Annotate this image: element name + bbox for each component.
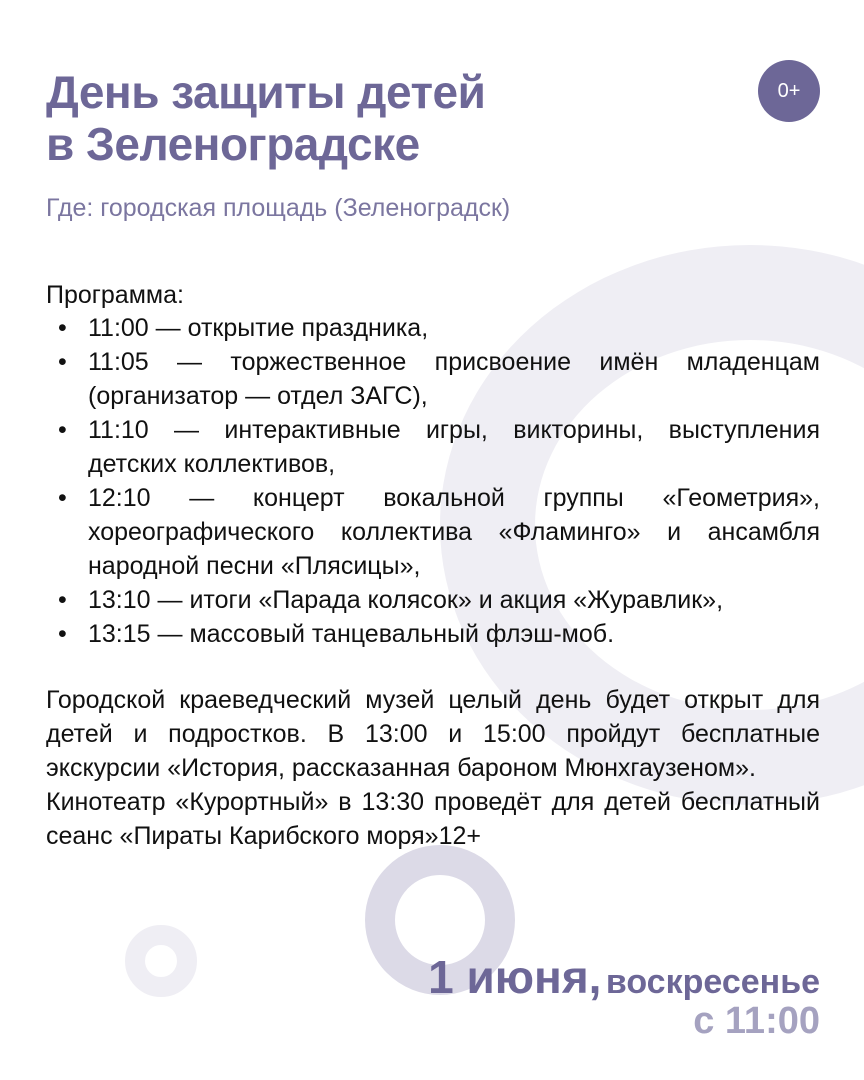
age-rating-badge: 0+ <box>758 60 820 122</box>
museum-info: Городской краеведческий музей целый день будет открыт для детей и подростков. В 13:00 и 15:00 пройдут бесплатные экскурсии «История, рассказанная бароном Мюнхгаузеном». <box>46 686 820 782</box>
event-location: Где: городская площадь (Зеленоградск) <box>46 194 511 222</box>
title-line-2: в Зеленоградске <box>46 118 420 170</box>
program-item: • 12:10 — концерт вокальной группы «Геометрия», хореографического коллектива «Фламинго» и ансамбля народной песни «Плясицы», <box>46 481 820 583</box>
date-day: 1 июня, <box>428 951 602 1003</box>
info-section <box>46 683 820 853</box>
date-weekday: воскресенье <box>605 963 820 1001</box>
program-item: • 13:15 — массовый танцевальный флэш-моб. <box>46 617 820 651</box>
page-title <box>46 66 485 170</box>
program-label: Программа: <box>46 281 184 309</box>
program-item: • 11:10 — интерактивные игры, викторины, выступления детских коллективов, <box>46 413 820 481</box>
program-list <box>46 311 820 651</box>
program-item: • 11:00 — открытие праздника, <box>46 311 820 345</box>
program-item: • 11:05 — торжественное присвоение имён младенцам (организатор — отдел ЗАГС), <box>46 345 820 413</box>
event-date <box>428 950 820 1004</box>
event-time: с 11:00 <box>693 1000 820 1042</box>
title-line-1: День защиты детей <box>46 66 486 118</box>
decor-ring-small <box>125 925 197 997</box>
cinema-info: Кинотеатр «Курортный» в 13:30 проведёт для детей бесплатный сеанс «Пираты Карибского моря»12+ <box>46 788 820 850</box>
program-item: • 13:10 — итоги «Парада колясок» и акция «Журавлик», <box>46 583 820 617</box>
